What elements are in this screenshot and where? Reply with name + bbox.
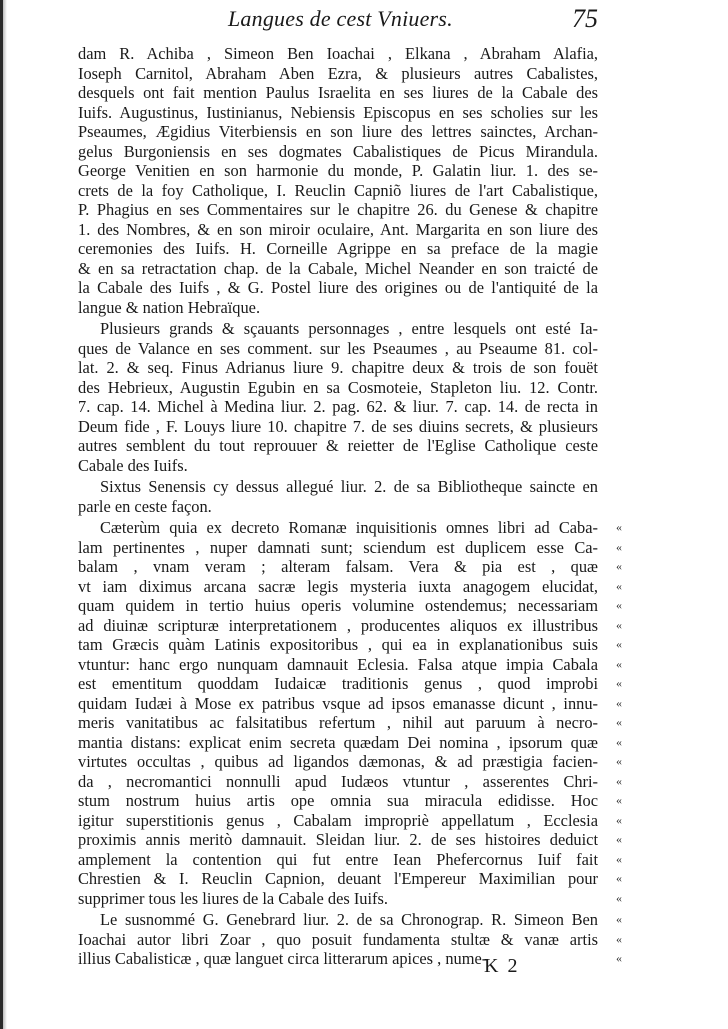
text-line xyxy=(78,259,598,279)
text-line xyxy=(78,477,598,497)
line-text: crets de la foy Catholique, I. Reuclin Capniõ liures de l'art Cabalistique, xyxy=(78,180,598,200)
line-text: Le susnommé G. Genebrard liur. 2. de sa Chronograp. R. Simeon Ben xyxy=(100,910,598,929)
text-line xyxy=(78,436,598,456)
line-text: 7. cap. 14. Michel à Medina liur. 2. pag. 62. & liur. 7. cap. 14. de recta in xyxy=(78,397,598,416)
quotation-mark: « xyxy=(616,578,622,593)
text-line xyxy=(78,518,622,538)
paragraph xyxy=(78,477,598,516)
text-line xyxy=(78,497,598,517)
text-line xyxy=(78,456,598,476)
text-line xyxy=(78,122,598,142)
text-line xyxy=(78,929,622,950)
text-line xyxy=(78,557,622,577)
line-text: parle en ceste façon. xyxy=(78,496,212,516)
text-line xyxy=(78,64,598,84)
text-line xyxy=(78,358,598,378)
quotation-mark: « xyxy=(616,520,622,534)
text-line xyxy=(78,200,598,220)
text-line xyxy=(78,849,622,870)
text-line xyxy=(78,949,622,969)
quotation-mark: « xyxy=(616,951,622,965)
quotation-mark: « xyxy=(616,656,622,671)
text-line xyxy=(78,220,598,240)
text-line xyxy=(78,83,598,103)
text-line xyxy=(78,654,622,675)
text-line xyxy=(78,319,598,339)
quotation-mark: « xyxy=(616,754,622,768)
line-text: Ioachai autor libri Zoar , quo posuit fundamenta stultæ & vanæ artis xyxy=(78,929,598,949)
line-text: tam Græcis quàm Latinis expositoribus , qui ea in explanationibus suis xyxy=(78,635,598,654)
text-line xyxy=(78,298,598,318)
line-text: proximis annis meritò damnauit. Sleidan liur. 2. de ses histoires deduict xyxy=(78,830,598,849)
line-text: igitur superstitionis genus , Cabalam impropriè appellatum , Ecclesia xyxy=(78,810,598,830)
page-number: 75 xyxy=(572,4,598,33)
line-text: ad diuinæ scripturæ interpretationem , producentes aliquos ex illustribus xyxy=(78,615,598,635)
line-text: illius Cabalisticæ , quæ languet circa litterarum apices , nume- xyxy=(78,949,488,968)
text-line xyxy=(78,910,622,930)
line-text: quidam Iudæi à Mose ex patribus vsque ad ipsos emanasse dicunt , innu- xyxy=(78,693,598,713)
page-gutter-edge xyxy=(0,0,7,1029)
line-text: & en sa retractation chap. de la Cabale, Michel Neander en son traicté de xyxy=(78,258,598,278)
page-header xyxy=(78,4,598,38)
line-text: Iuifs. Augustinus, Iustinianus, Nebiensis Episcopus en ses scholies sur les xyxy=(78,102,598,122)
text-line xyxy=(78,810,622,831)
paragraph xyxy=(78,319,598,475)
line-text: 1. des Nombres, & en son miroir oculaire, Ant. Margarita en son liure des xyxy=(78,219,598,239)
line-text: langue & nation Hebraïque. xyxy=(78,297,261,317)
line-text: Ioseph Carnitol, Abraham Aben Ezra, & plusieurs autres Cabalistes, xyxy=(78,63,598,83)
line-text: George Venitien en son harmonie du monde, P. Galatin liur. 1. des se- xyxy=(78,161,598,180)
line-text: lam pertinentes , nuper damnati sunt; sciendum est duplicem esse Ca- xyxy=(78,537,598,557)
quotation-mark: « xyxy=(616,715,622,729)
text-line xyxy=(78,674,622,694)
quotation-mark: « xyxy=(616,890,622,905)
text-line xyxy=(78,830,622,850)
quotation-mark: « xyxy=(616,617,622,632)
quotation-mark: « xyxy=(616,559,622,573)
line-text: vt iam diximus arcana sacræ legis mysteria iuxta anagogem elucidat, xyxy=(78,576,598,596)
quotation-mark: « xyxy=(616,539,622,554)
text-line xyxy=(78,339,598,359)
text-line xyxy=(78,142,598,162)
text-line xyxy=(78,693,622,714)
quotation-mark: « xyxy=(616,598,622,612)
quotation-mark: « xyxy=(616,871,622,885)
text-line xyxy=(78,752,622,772)
line-text: Plusieurs grands & sçauants personnages , entre lesquels ont esté Ia- xyxy=(100,319,598,338)
line-text: mantia distans: explicat enim secreta quædam Dei nomina , ipsorum quæ xyxy=(78,732,598,752)
quotation-mark: « xyxy=(616,734,622,749)
text-line xyxy=(78,791,622,811)
text-line xyxy=(78,615,622,636)
text-line xyxy=(78,869,622,889)
line-text: meris vanitatibus ac falsitatibus refertum , nihil aut paruum à necro- xyxy=(78,713,598,732)
line-text: Cæterùm quia ex decreto Romanæ inquisitionis omnes libri ad Caba- xyxy=(100,518,598,537)
text-line xyxy=(78,161,598,181)
text-line xyxy=(78,103,598,123)
line-text: lat. 2. & seq. Finus Adrianus liure 9. chapitre deux & trois de son fouët xyxy=(78,358,598,377)
line-text: vtuntur: hanc ergo nunquam damnauit Eclesia. Falsa atque impia Cabala xyxy=(78,654,598,674)
line-text: ceremonies des Iuifs. H. Corneille Agrippe en sa preface de la magie xyxy=(78,239,598,258)
text-line xyxy=(78,596,622,616)
quotation-mark: « xyxy=(616,832,622,846)
text-line xyxy=(78,888,622,909)
line-text: est ementitum quoddam Iudaicæ traditionis genus , quod improbi xyxy=(78,674,598,693)
text-line xyxy=(78,239,598,259)
line-text: dam R. Achiba , Simeon Ben Ioachai , Elkana , Abraham Alafia, xyxy=(78,44,598,63)
quotation-mark: « xyxy=(616,851,622,866)
text-line xyxy=(78,732,622,753)
line-text: ques de Valance en ses comment. sur les Pseaumes , au Pseaume 81. col- xyxy=(78,338,598,358)
paragraph xyxy=(78,44,598,317)
line-text: supprimer tous les liures de la Cabale des Iuifs. xyxy=(78,888,388,908)
quotation-mark: « xyxy=(616,695,622,710)
text-line xyxy=(78,44,598,64)
line-text: balam , vnam veram ; alteram falsam. Vera & pia est , quæ xyxy=(78,557,598,576)
line-text: virtutes occultas , quibus ad ligandos dæmonas, & ad præstigia facien- xyxy=(78,752,598,771)
paragraph xyxy=(78,910,622,969)
line-text: Chrestien & I. Reuclin Capnion, deuant l'Empereur Maximilian pour xyxy=(78,869,598,888)
line-text: Sixtus Senensis cy dessus allegué liur. 2. de sa Bibliotheque saincte en xyxy=(100,477,598,496)
line-text: Pseaumes, Ægidius Viterbiensis en son liure des lettres sainctes, Archan- xyxy=(78,122,598,141)
text-line xyxy=(78,635,622,655)
text-line xyxy=(78,771,622,792)
text-line xyxy=(78,278,598,298)
quotation-mark: « xyxy=(616,793,622,807)
quotation-mark: « xyxy=(616,676,622,690)
quotation-mark: « xyxy=(616,912,622,926)
line-text: quam quidem in tertio huius operis volumine ostendemus; necessariam xyxy=(78,596,598,615)
quotation-mark: « xyxy=(616,931,622,946)
text-line xyxy=(78,397,598,417)
text-line xyxy=(78,378,598,398)
line-text: autres semblent du tout reprouuer & reietter de l'Eglise Catholique ceste xyxy=(78,436,598,455)
line-text: desquels ont fait mention Paulus Israelita en ses liures de la Cabale des xyxy=(78,83,598,102)
line-text: Cabale des Iuifs. xyxy=(78,455,188,475)
text-line xyxy=(78,537,622,558)
quotation-mark: « xyxy=(616,637,622,651)
body-text xyxy=(78,44,622,971)
text-line xyxy=(78,417,598,437)
quotation-mark: « xyxy=(616,773,622,788)
text-line xyxy=(78,181,598,201)
catchword: K 2 xyxy=(484,955,520,977)
line-text: amplement la contention qui fut entre Iean Phefercornus Iuif fait xyxy=(78,849,598,869)
line-text: da , necromantici nonnulli apud Iudæos vtuntur , asserentes Chri- xyxy=(78,771,598,791)
line-text: gelus Burgoniensis en ses dogmates Cabalistiques de Picus Mirandula. xyxy=(78,141,598,161)
paragraph xyxy=(78,518,622,908)
text-line xyxy=(78,713,622,733)
line-text: Deum fide , F. Louys liure 10. chapitre 7. de ses diuins secrets, & plusieurs xyxy=(78,416,598,436)
text-line xyxy=(78,576,622,597)
line-text: stum nostrum huius artis ope omnia sua miracula edidisse. Hoc xyxy=(78,791,598,810)
line-text: P. Phagius en ses Commentaires sur le chapitre 26. du Genese & chapitre xyxy=(78,200,598,219)
line-text: la Cabale des Iuifs , & G. Postel liure des origines ou de l'antiquité de la xyxy=(78,278,598,297)
line-text: des Hebrieux, Augustin Egubin en sa Cosmoteie, Stapleton liu. 12. Contr. xyxy=(78,377,598,397)
running-title: Langues de cest Vniuers. xyxy=(228,6,453,31)
quotation-mark: « xyxy=(616,812,622,827)
